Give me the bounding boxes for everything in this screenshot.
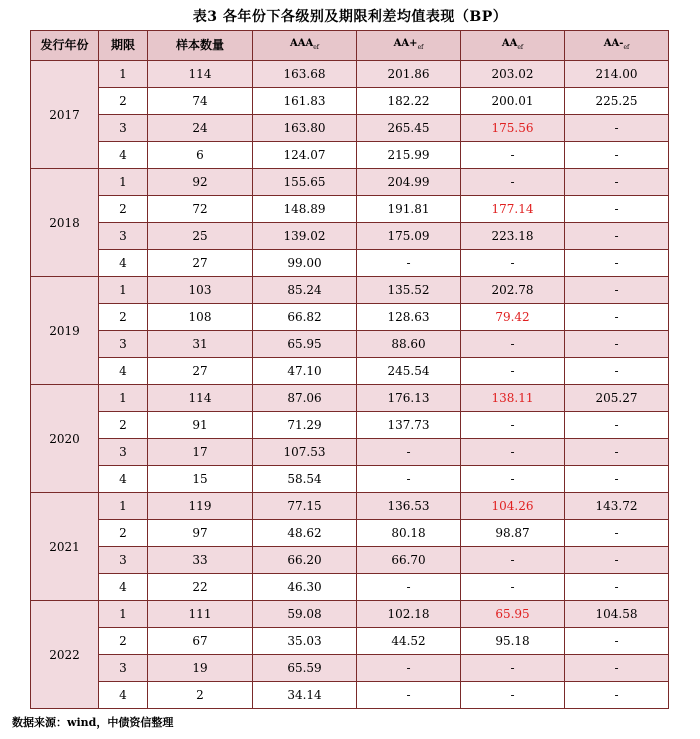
table-row [31, 655, 669, 682]
aa-minus-cell: - [565, 628, 669, 655]
table-row [31, 331, 669, 358]
aa-plus-cell: 137.73 [357, 412, 461, 439]
aa-cell: 98.87 [461, 520, 565, 547]
aaa-cell: 71.29 [253, 412, 357, 439]
aa-minus-cell: - [565, 547, 669, 574]
aa-plus-cell: 88.60 [357, 331, 461, 358]
count-cell: 15 [148, 466, 253, 493]
aa-cell: 177.14 [461, 196, 565, 223]
aa-plus-cell: 215.99 [357, 142, 461, 169]
count-cell: 97 [148, 520, 253, 547]
aa-minus-cell: - [565, 358, 669, 385]
aaa-cell: 77.15 [253, 493, 357, 520]
aa-minus-cell: - [565, 250, 669, 277]
count-cell: 67 [148, 628, 253, 655]
aaa-cell: 65.95 [253, 331, 357, 358]
aa-minus-cell: - [565, 682, 669, 709]
aa-plus-cell: - [357, 439, 461, 466]
term-cell: 4 [99, 358, 148, 385]
year-cell: 2021 [31, 493, 99, 601]
aa-cell: - [461, 574, 565, 601]
count-cell: 33 [148, 547, 253, 574]
aa-plus-cell: 135.52 [357, 277, 461, 304]
count-cell: 108 [148, 304, 253, 331]
term-cell: 2 [99, 196, 148, 223]
aa-plus-cell: - [357, 682, 461, 709]
table-row [31, 61, 669, 88]
aaa-cell: 47.10 [253, 358, 357, 385]
aa-plus-cell: 245.54 [357, 358, 461, 385]
aaa-cell: 139.02 [253, 223, 357, 250]
aa-minus-cell: - [565, 412, 669, 439]
aa-minus-cell: - [565, 520, 669, 547]
aaa-cell: 99.00 [253, 250, 357, 277]
aaa-cell: 58.54 [253, 466, 357, 493]
aa-cell: - [461, 331, 565, 358]
term-cell: 4 [99, 250, 148, 277]
table-row [31, 277, 669, 304]
aa-cell: 138.11 [461, 385, 565, 412]
aaa-cell: 87.06 [253, 385, 357, 412]
aa-plus-cell: 136.53 [357, 493, 461, 520]
aa-plus-cell: 204.99 [357, 169, 461, 196]
aaa-cell: 107.53 [253, 439, 357, 466]
count-cell: 103 [148, 277, 253, 304]
aa-cell: - [461, 655, 565, 682]
count-cell: 114 [148, 385, 253, 412]
aa-minus-cell: - [565, 115, 669, 142]
aa-cell: - [461, 682, 565, 709]
term-cell: 3 [99, 331, 148, 358]
aaa-cell: 65.59 [253, 655, 357, 682]
aa-minus-cell: - [565, 574, 669, 601]
table-row [31, 466, 669, 493]
aa-cell: 202.78 [461, 277, 565, 304]
aaa-cell: 34.14 [253, 682, 357, 709]
aa-cell: 203.02 [461, 61, 565, 88]
aa-cell: 65.95 [461, 601, 565, 628]
year-cell: 2019 [31, 277, 99, 385]
term-cell: 4 [99, 466, 148, 493]
term-cell: 2 [99, 304, 148, 331]
term-cell: 3 [99, 439, 148, 466]
table-row [31, 304, 669, 331]
table-row [31, 358, 669, 385]
aaa-cell: 148.89 [253, 196, 357, 223]
aa-cell: - [461, 547, 565, 574]
table-row [31, 628, 669, 655]
term-cell: 2 [99, 628, 148, 655]
aaa-cell: 66.20 [253, 547, 357, 574]
term-cell: 3 [99, 655, 148, 682]
count-cell: 6 [148, 142, 253, 169]
year-cell: 2020 [31, 385, 99, 493]
aa-plus-cell: 175.09 [357, 223, 461, 250]
aa-cell: 104.26 [461, 493, 565, 520]
aa-plus-cell: 176.13 [357, 385, 461, 412]
table-row [31, 196, 669, 223]
year-cell: 2017 [31, 61, 99, 169]
count-cell: 119 [148, 493, 253, 520]
count-cell: 2 [148, 682, 253, 709]
count-cell: 72 [148, 196, 253, 223]
aa-cell: - [461, 169, 565, 196]
count-cell: 22 [148, 574, 253, 601]
aa-cell: - [461, 358, 565, 385]
term-cell: 3 [99, 115, 148, 142]
aaa-cell: 35.03 [253, 628, 357, 655]
count-cell: 25 [148, 223, 253, 250]
aa-cell: - [461, 412, 565, 439]
table-row [31, 385, 669, 412]
term-cell: 1 [99, 169, 148, 196]
count-cell: 27 [148, 250, 253, 277]
data-source-note: 数据来源：wind，中债资信整理 [12, 716, 174, 729]
aaa-cell: 155.65 [253, 169, 357, 196]
aa-cell: - [461, 250, 565, 277]
term-cell: 4 [99, 682, 148, 709]
aaa-cell: 124.07 [253, 142, 357, 169]
term-cell: 2 [99, 88, 148, 115]
aa-plus-cell: 66.70 [357, 547, 461, 574]
aa-minus-cell: 205.27 [565, 385, 669, 412]
aaa-cell: 161.83 [253, 88, 357, 115]
count-cell: 19 [148, 655, 253, 682]
aa-cell: - [461, 439, 565, 466]
table-row [31, 169, 669, 196]
count-cell: 92 [148, 169, 253, 196]
term-cell: 2 [99, 412, 148, 439]
table-row [31, 412, 669, 439]
aaa-cell: 66.82 [253, 304, 357, 331]
aa-cell: - [461, 466, 565, 493]
year-cell: 2018 [31, 169, 99, 277]
aa-minus-cell: - [565, 196, 669, 223]
year-cell: 2022 [31, 601, 99, 709]
aa-minus-cell: - [565, 142, 669, 169]
aa-minus-cell: - [565, 439, 669, 466]
term-cell: 3 [99, 547, 148, 574]
table-row [31, 250, 669, 277]
count-cell: 91 [148, 412, 253, 439]
aa-plus-cell: - [357, 250, 461, 277]
aaa-cell: 48.62 [253, 520, 357, 547]
aa-plus-cell: 265.45 [357, 115, 461, 142]
table-row [31, 601, 669, 628]
aa-plus-cell: 182.22 [357, 88, 461, 115]
aa-minus-cell: 104.58 [565, 601, 669, 628]
table-row [31, 493, 669, 520]
aa-minus-cell: 225.25 [565, 88, 669, 115]
count-cell: 31 [148, 331, 253, 358]
header-term: 期限 [99, 31, 148, 61]
aaa-cell: 85.24 [253, 277, 357, 304]
aa-cell: 95.18 [461, 628, 565, 655]
aa-plus-cell: 191.81 [357, 196, 461, 223]
aa-minus-cell: - [565, 277, 669, 304]
term-cell: 2 [99, 520, 148, 547]
table-body [31, 61, 669, 709]
table-row [31, 439, 669, 466]
aaa-cell: 59.08 [253, 601, 357, 628]
term-cell: 4 [99, 574, 148, 601]
count-cell: 17 [148, 439, 253, 466]
table-row [31, 115, 669, 142]
aa-plus-cell: 201.86 [357, 61, 461, 88]
table-row [31, 142, 669, 169]
header-grade-aa: $AA_{ef}$ [461, 31, 565, 61]
aa-plus-cell: 44.52 [357, 628, 461, 655]
aaa-cell: 46.30 [253, 574, 357, 601]
aa-plus-cell: - [357, 574, 461, 601]
term-cell: 1 [99, 385, 148, 412]
aa-minus-cell: 214.00 [565, 61, 669, 88]
term-cell: 1 [99, 601, 148, 628]
table-row [31, 574, 669, 601]
header-grade-aaa: $AAA_{ef}$ [253, 31, 357, 61]
header-grade-aa-minus: $AA-_{ef}$ [565, 31, 669, 61]
aa-minus-cell: - [565, 223, 669, 250]
count-cell: 111 [148, 601, 253, 628]
table-row [31, 682, 669, 709]
aa-minus-cell: - [565, 169, 669, 196]
table-title: 表3 各年份下各级别及期限利差均值表现（BP） [192, 9, 508, 25]
count-cell: 27 [148, 358, 253, 385]
aa-minus-cell: 143.72 [565, 493, 669, 520]
term-cell: 1 [99, 61, 148, 88]
header-grade-aa-plus: $AA+_{ef}$ [357, 31, 461, 61]
aa-minus-cell: - [565, 304, 669, 331]
count-cell: 24 [148, 115, 253, 142]
term-cell: 3 [99, 223, 148, 250]
aa-minus-cell: - [565, 466, 669, 493]
table-row [31, 520, 669, 547]
header-year: 发行年份 [31, 31, 99, 61]
count-cell: 114 [148, 61, 253, 88]
term-cell: 4 [99, 142, 148, 169]
aa-plus-cell: 80.18 [357, 520, 461, 547]
aaa-cell: 163.80 [253, 115, 357, 142]
header-row [31, 31, 669, 61]
aa-plus-cell: - [357, 466, 461, 493]
count-cell: 74 [148, 88, 253, 115]
aa-plus-cell: - [357, 655, 461, 682]
term-cell: 1 [99, 277, 148, 304]
aa-cell: 79.42 [461, 304, 565, 331]
table-row [31, 547, 669, 574]
aa-plus-cell: 102.18 [357, 601, 461, 628]
spread-table [30, 30, 669, 709]
aa-cell: 175.56 [461, 115, 565, 142]
aaa-cell: 163.68 [253, 61, 357, 88]
aa-cell: 223.18 [461, 223, 565, 250]
header-count: 样本数量 [148, 31, 253, 61]
table-row [31, 223, 669, 250]
aa-plus-cell: 128.63 [357, 304, 461, 331]
term-cell: 1 [99, 493, 148, 520]
table-row [31, 88, 669, 115]
aa-minus-cell: - [565, 331, 669, 358]
aa-minus-cell: - [565, 655, 669, 682]
aa-cell: - [461, 142, 565, 169]
aa-cell: 200.01 [461, 88, 565, 115]
